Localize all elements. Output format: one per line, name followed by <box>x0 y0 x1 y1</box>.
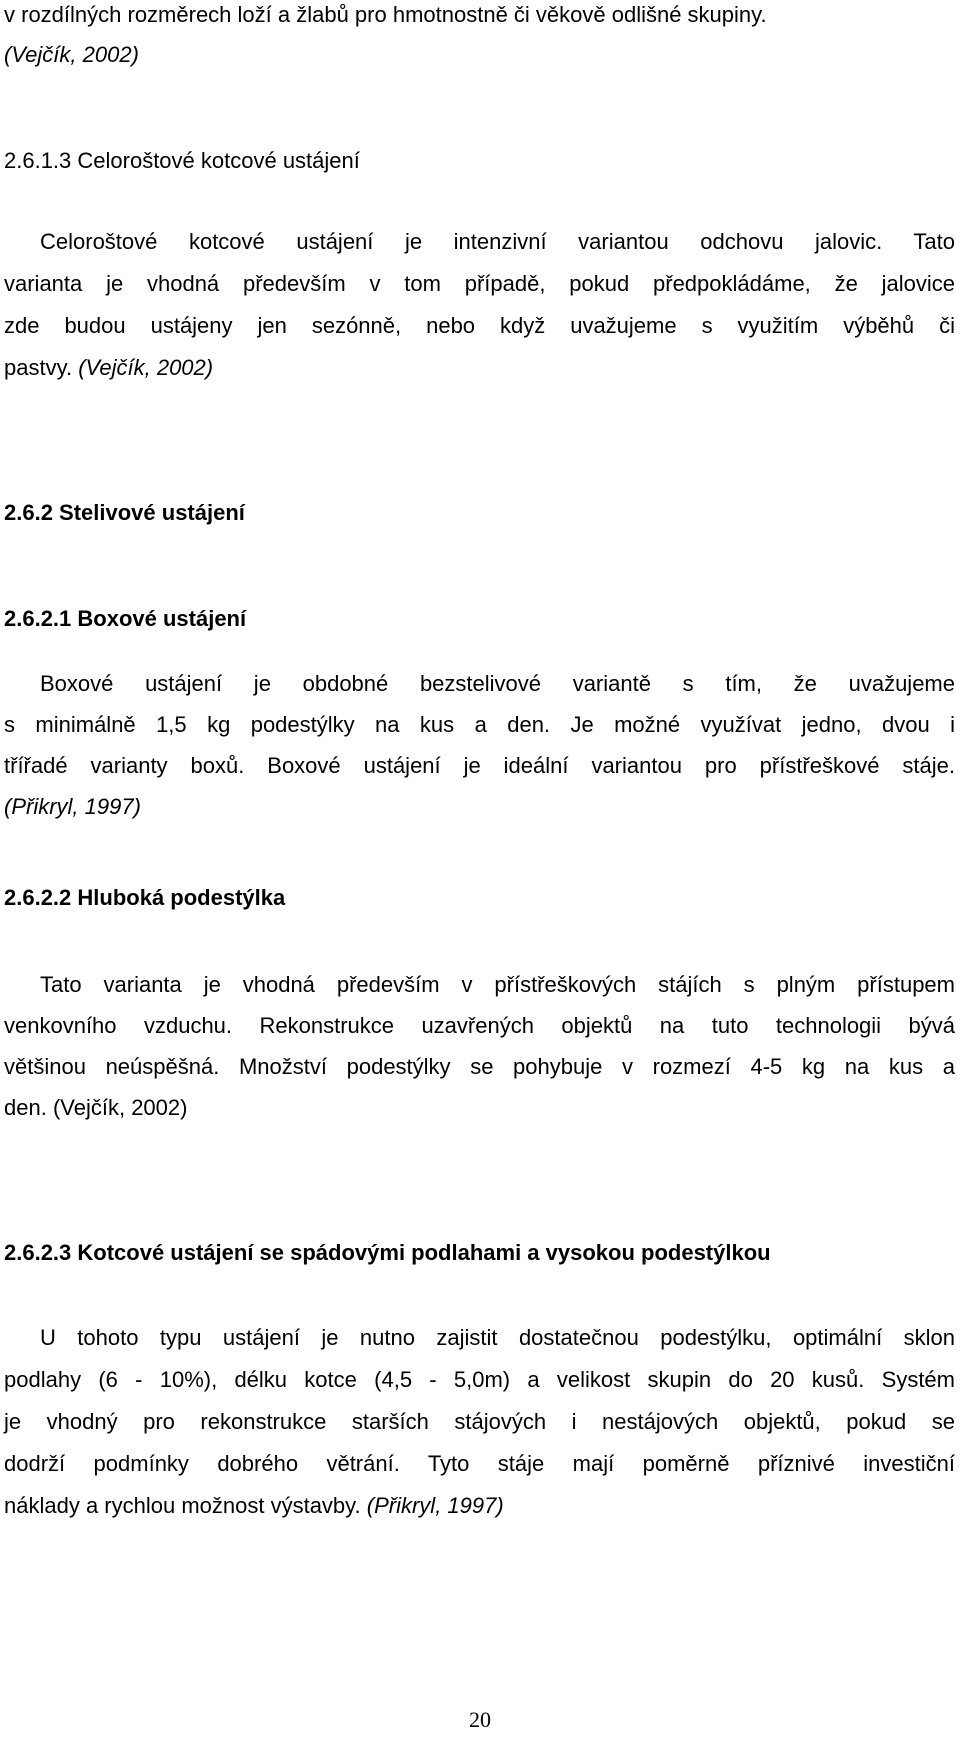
paragraph-line <box>4 1493 504 1519</box>
paragraph-line: dodrží podmínky dobrého větrání. Tyto stáje mají poměrně příznivé investiční <box>4 1451 955 1476</box>
paragraph-line <box>4 1095 187 1121</box>
section-heading-2-6-2: 2.6.2 Stelivové ustájení <box>4 500 245 525</box>
paragraph-line: s minimálně 1,5 kg podestýlky na kus a den. Je možné využívat jedno, dvou i <box>4 712 955 737</box>
citation: (Přikryl, 1997) <box>4 794 141 819</box>
paragraph-line: U tohoto typu ustájení je nutno zajistit dostatečnou podestýlku, optimální sklon <box>40 1325 955 1350</box>
section-heading-2-6-2-3: 2.6.2.3 Kotcové ustájení se spádovými podlahami a vysokou podestýlkou <box>4 1240 771 1265</box>
paragraph-line: podlahy (6 - 10%), délku kotce (4,5 - 5,0m) a velikost skupin do 20 kusů. Systém <box>4 1367 955 1392</box>
paragraph-text: pastvy. <box>4 355 73 380</box>
paragraph-line: varianta je vhodná především v tom případě, pokud předpokládáme, že jalovice <box>4 271 955 296</box>
paragraph-text: den. <box>4 1095 47 1120</box>
citation: (Vejčík, 2002) <box>4 42 139 67</box>
paragraph-text: náklady a rychlou možnost výstavby. <box>4 1493 361 1518</box>
paragraph-line: třířadé varianty boxů. Boxové ustájení je ideální variantou pro přístřeškové stáje. <box>4 753 955 778</box>
section-heading-2-6-2-1: 2.6.2.1 Boxové ustájení <box>4 606 247 631</box>
paragraph-line: zde budou ustájeny jen sezónně, nebo když uvažujeme s využitím výběhů či <box>4 313 955 338</box>
paragraph-line <box>4 355 213 381</box>
citation: (Přikryl, 1997) <box>366 1493 504 1518</box>
paragraph-line: je vhodný pro rekonstrukce starších stájových i nestájových objektů, pokud se <box>4 1409 955 1434</box>
citation: (Vejčík, 2002) <box>78 355 214 380</box>
paragraph-line: většinou neúspěšná. Množství podestýlky se pohybuje v rozmezí 4-5 kg na kus a <box>4 1054 955 1079</box>
paragraph-line: venkovního vzduchu. Rekonstrukce uzavřených objektů na tuto technologii bývá <box>4 1013 955 1038</box>
paragraph-line: Celoroštové kotcové ustájení je intenzivní variantou odchovu jalovic. Tato <box>40 229 955 254</box>
paragraph-line: Tato varianta je vhodná především v přístřeškových stájích s plným přístupem <box>40 972 955 997</box>
page-number: 20 <box>469 1707 491 1732</box>
citation: (Vejčík, 2002) <box>52 1095 188 1120</box>
paragraph-line: v rozdílných rozměrech loží a žlabů pro hmotnostně či věkově odlišné skupiny. <box>4 2 767 27</box>
section-heading-2-6-1-3: 2.6.1.3 Celoroštové kotcové ustájení <box>4 148 360 173</box>
paragraph-line: Boxové ustájení je obdobné bezstelivové variantě s tím, že uvažujeme <box>40 671 955 696</box>
section-heading-2-6-2-2: 2.6.2.2 Hluboká podestýlka <box>4 885 286 910</box>
